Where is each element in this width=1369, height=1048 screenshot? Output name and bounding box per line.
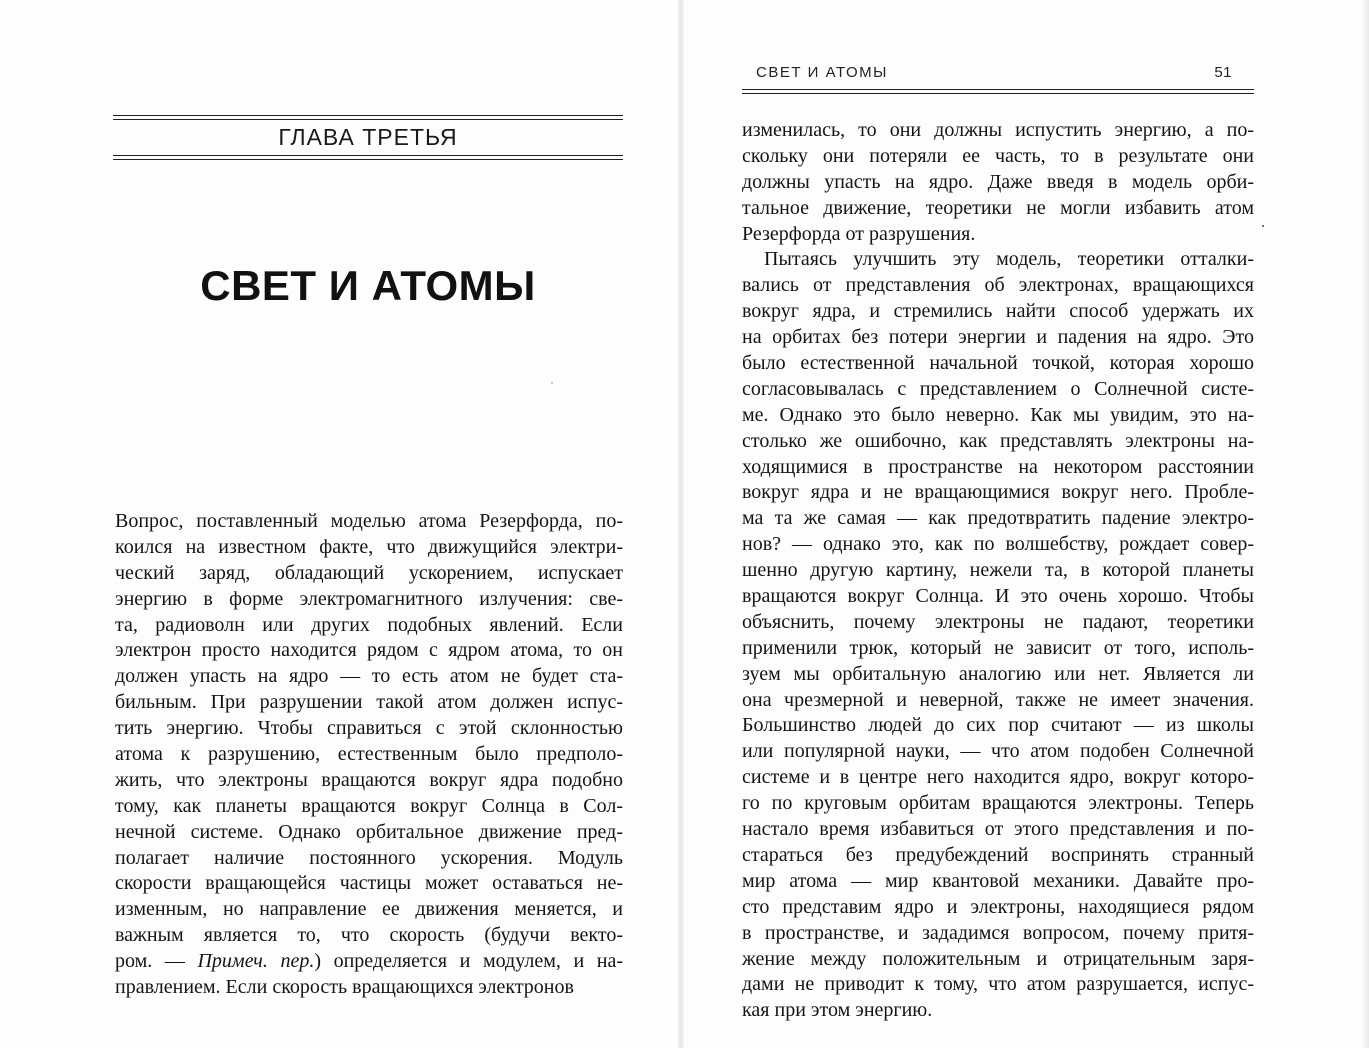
paper-speck	[1262, 225, 1264, 227]
text-line: ме. Однако это было неверно. Как мы увидим, это на-	[742, 403, 1254, 426]
text-line: ческий заряд, обладающий ускорением, испускает	[115, 561, 623, 584]
text-line: вались от представления об электронах, вращающихся	[742, 274, 1254, 297]
text-line: дами не приводит к тому, что атом разрушается, испус-	[742, 973, 1254, 996]
text-line: шенно другую картину, нежели та, в которой планеты	[742, 559, 1254, 582]
text-line: настало время избавиться от этого представления и по-	[742, 818, 1254, 841]
text-line: тому, как планеты вращаются вокруг Солнца в Сол-	[115, 794, 623, 817]
book-gutter	[678, 0, 684, 1048]
text-line: кая при этом энергию.	[742, 999, 933, 1022]
text-line: изменным, но направление ее движения меняется, и	[115, 898, 623, 921]
left-page-body	[115, 509, 623, 1001]
text-line: должен упасть на ядро — то есть атом не будет ста-	[115, 665, 623, 688]
text-line: Резерфорда от разрушения.	[742, 222, 976, 245]
text-line: вращаются вокруг Солнца. И это очень хорошо. Чтобы	[742, 585, 1254, 608]
chapter-rule-bottom	[113, 155, 623, 160]
text-line: Вопрос, поставленный моделью атома Резерфорда, по-	[115, 510, 623, 532]
text-line: тальное движение, теоретики не могли избавить атом	[742, 196, 1254, 219]
right-page-body	[742, 118, 1254, 1024]
chapter-label: ГЛАВА ТРЕТЬЯ	[278, 124, 458, 150]
text-line: она чрезмерной и неверной, также не имеет значения.	[742, 688, 1254, 711]
text-line: ходящимися в пространстве на некотором расстоянии	[742, 455, 1254, 478]
text-line: системе и в центре него находится ядро, вокруг которо-	[742, 766, 1254, 789]
text-line: вокруг ядра, и стремились найти способ удержать их	[742, 300, 1254, 323]
text-line: жение между положительным и отрицательным заря-	[742, 947, 1254, 970]
text-line: бильным. При разрушении такой атом должен испус-	[115, 691, 623, 714]
text-line: Пытаясь улучшить эту модель, теоретики отталки-	[764, 248, 1254, 271]
text-line: электрон просто находится рядом с ядром атома, то он	[115, 639, 623, 662]
text-line: нов? — однако это, как по волшебству, рождает совер-	[742, 533, 1254, 556]
paper-speck	[551, 382, 553, 384]
text-line: Большинство людей до сих пор считают — из школы	[742, 714, 1254, 737]
text-line: ром. — Примеч. пер.) определяется и модулем, и на-	[115, 950, 623, 973]
running-head-title: СВЕТ И АТОМЫ	[756, 64, 888, 81]
chapter-title: СВЕТ И АТОМЫ	[200, 262, 536, 309]
text-line: сто представим ядро и электроны, находящиеся рядом	[742, 895, 1254, 918]
text-line: атома к разрушению, естественным было предполо-	[115, 743, 623, 766]
text-line: правлением. Если скорость вращающихся электронов	[115, 976, 574, 999]
text-line: скольку они потеряли ее часть, то в результате они	[742, 144, 1254, 167]
text-line: применили трюк, который не зависит от того, исполь-	[742, 636, 1254, 659]
text-line: вокруг ядра и не вращающимися вокруг него. Пробле-	[742, 481, 1254, 504]
text-line: мир атома — мир квантовой механики. Давайте про-	[742, 869, 1254, 892]
text-line: должны упасть на ядро. Даже введя в модель орби-	[742, 170, 1254, 193]
text-line: жить, что электроны вращаются вокруг ядра подобно	[115, 768, 623, 791]
text-line: коился на известном факте, что движущийся электри-	[115, 535, 623, 558]
text-line: го по круговым орбитам вращаются электроны. Теперь	[742, 792, 1254, 815]
text-line: было естественной начальной точкой, которая хорошо	[742, 352, 1254, 375]
text-line: столько же ошибочно, как представлять электроны на-	[742, 429, 1254, 452]
text-line: нечной системе. Однако орбитальное движение пред-	[115, 820, 623, 843]
text-line: в пространстве, и зададимся вопросом, почему притя-	[742, 921, 1254, 944]
page-number: 51	[1214, 64, 1232, 81]
text-line: изменилась, то они должны испустить энергию, а по-	[742, 119, 1254, 141]
text-line: объяснить, почему электроны не падают, теоретики	[742, 610, 1254, 633]
text-line: или популярной науки, — что атом подобен Солнечной	[742, 740, 1254, 763]
text-line: ма та же самая — как предотвратить падение электро-	[742, 507, 1254, 530]
text-line: энергию в форме электромагнитного излучения: све-	[115, 587, 623, 610]
text-line: полагает наличие постоянного ускорения. Модуль	[115, 846, 623, 869]
text-line: стараться без предубеждений воспринять странный	[742, 843, 1254, 866]
chapter-rule-top	[113, 115, 623, 120]
text-line: на орбитах без потери энергии и падения на ядро. Это	[742, 326, 1254, 349]
running-head-rule	[742, 89, 1254, 94]
text-line: та, радиоволн или других подобных явлений. Если	[115, 613, 623, 636]
text-line: согласовывалась с представлением о Солнечной систе-	[742, 377, 1254, 400]
page-edge-shadow	[1361, 0, 1369, 1048]
chapter-label-block	[113, 115, 623, 160]
running-head	[742, 60, 1254, 84]
text-line: тить энергию. Чтобы справиться с этой склонностью	[115, 717, 623, 740]
text-line: зуем мы орбитальную аналогию или нет. Является ли	[742, 662, 1254, 685]
text-line: скорости вращающейся частицы может оставаться не-	[115, 872, 623, 895]
text-line: важным является то, что скорость (будучи векто-	[115, 924, 623, 947]
